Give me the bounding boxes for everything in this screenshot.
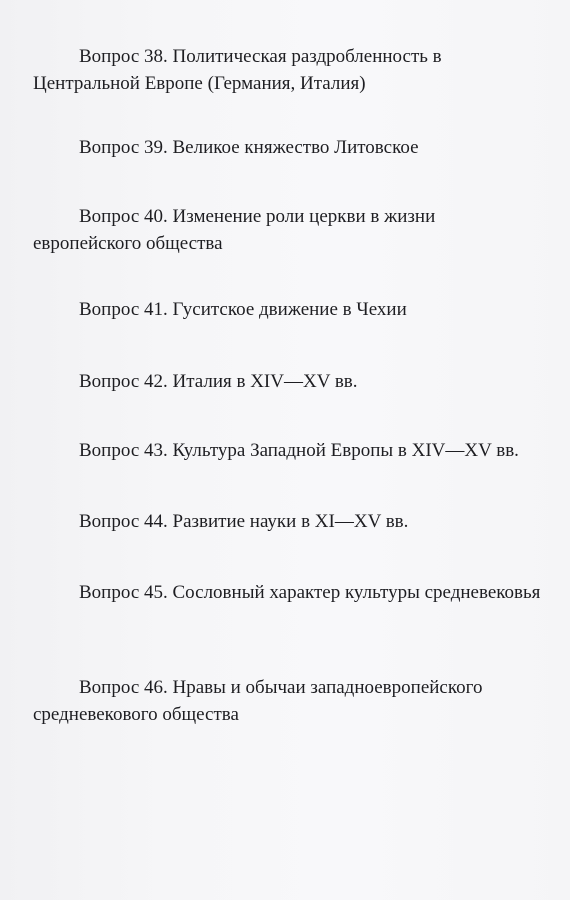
question-44: Вопрос 44. Развитие науки в XI—XV вв. [79,511,409,532]
question-42: Вопрос 42. Италия в XIV—XV вв. [79,371,358,392]
question-45: Вопрос 45. Сословный характер культуры средневековья [79,582,541,603]
question-41: Вопрос 41. Гуситское движение в Чехии [79,299,407,320]
question-39: Вопрос 39. Великое княжество Литовское [79,137,419,158]
question-46: Вопрос 46. Нравы и обычаи западноевропейского средневекового общества [33,677,483,725]
question-43: Вопрос 43. Культура Западной Европы в XIV—XV вв. [79,440,519,461]
question-40: Вопрос 40. Изменение роли церкви в жизни европейского общества [33,206,436,254]
question-38: Вопрос 38. Политическая раздробленность в Центральной Европе (Германия, Италия) [33,46,442,94]
